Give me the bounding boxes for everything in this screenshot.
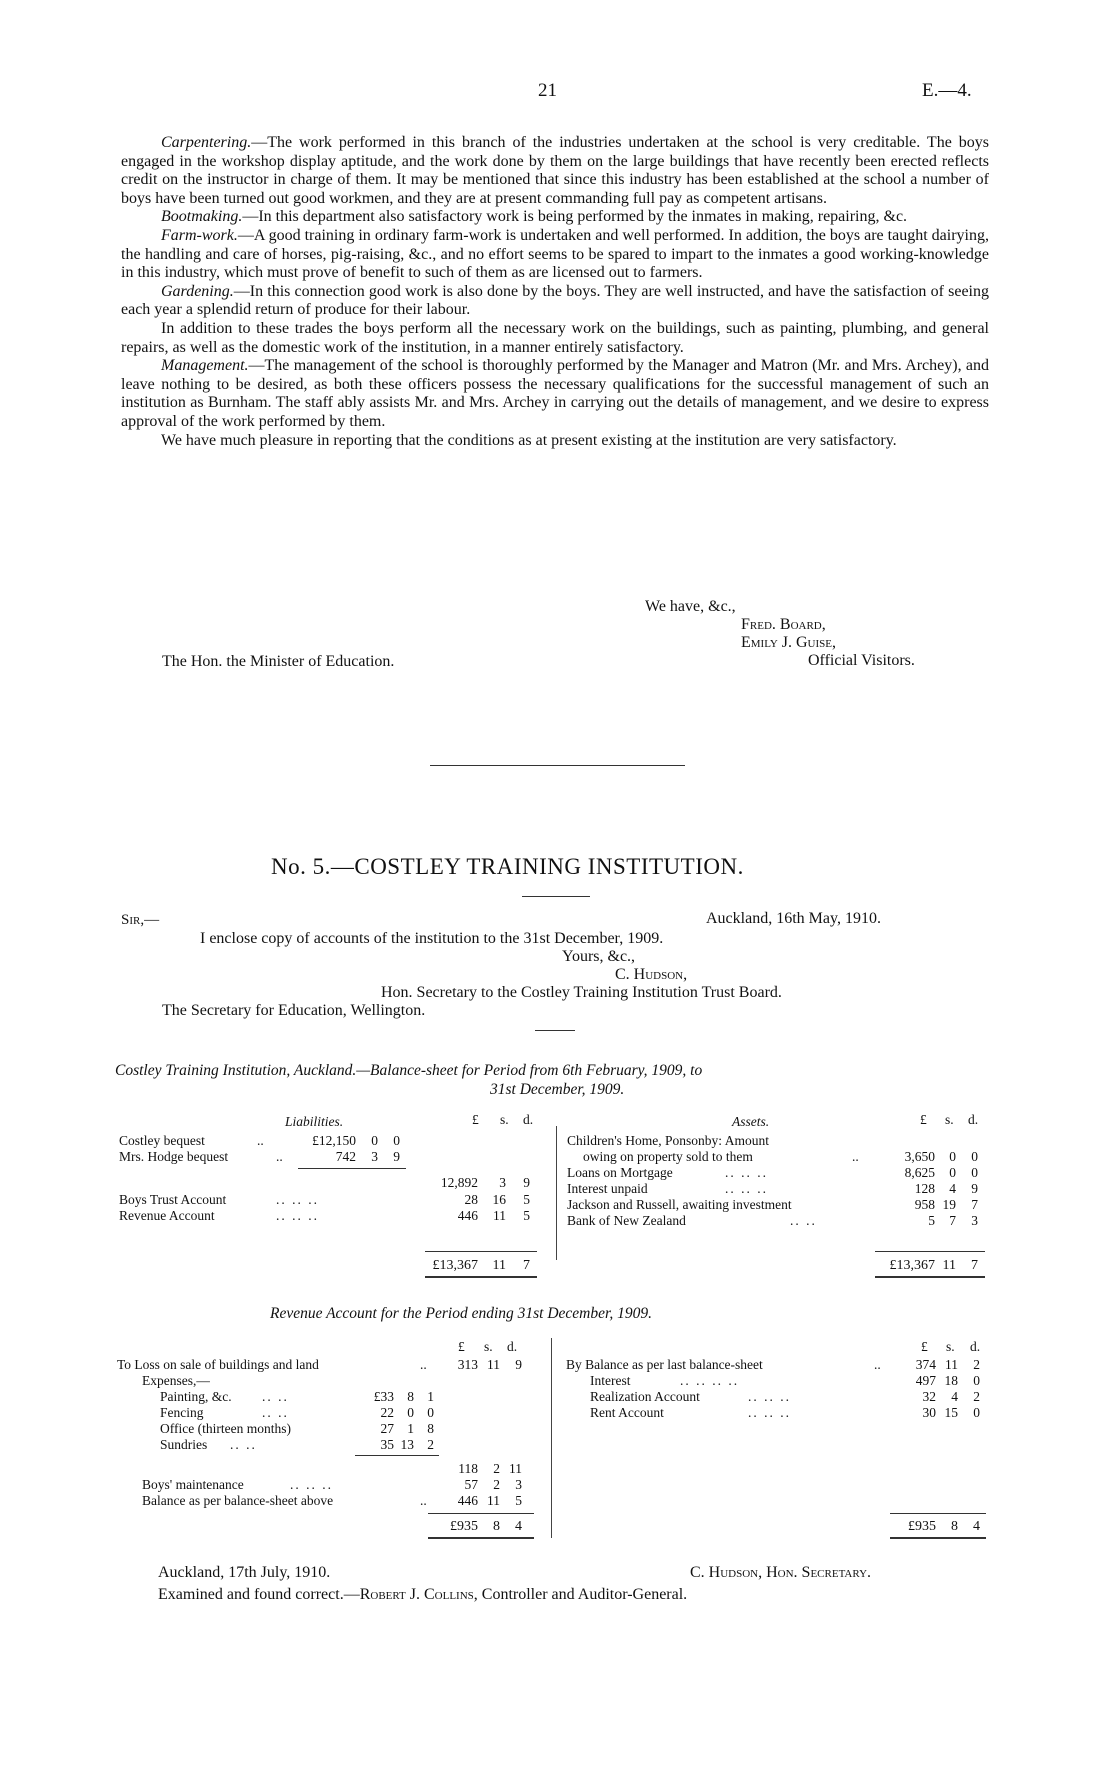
rev-expense-shillings: 8 [407, 1389, 414, 1404]
asset-pence: 7 [971, 1197, 978, 1212]
management-paragraph [121, 357, 989, 431]
liab-total-rule [425, 1251, 537, 1252]
liab-amount-pounds: 446 [457, 1208, 478, 1223]
rev-maintenance-label: Boys' maintenance [142, 1477, 244, 1492]
liab-subtotal-rule [298, 1168, 406, 1169]
rev-maintenance-dots: .. .. .. [290, 1477, 333, 1492]
rev-expense-shillings: 13 [400, 1437, 414, 1452]
examined-text: Examined and found correct.— [158, 1586, 360, 1603]
rev-credit-shillings: 15 [944, 1405, 958, 1420]
footer-place-date: Auckland, 17th July, 1910. [158, 1564, 331, 1581]
rev-expense-pounds: 22 [380, 1405, 394, 1420]
rev-maintenance-pence: 3 [515, 1477, 522, 1492]
rev-right-total-pounds: £935 [908, 1519, 936, 1534]
rev-left-shilling-header: s. [484, 1339, 493, 1354]
rev-left-total-rule [428, 1513, 534, 1514]
asset-dots: .. .. .. [725, 1165, 768, 1180]
visitors-report [121, 134, 989, 450]
asset-pounds: 8,625 [904, 1165, 935, 1180]
rev-credit-pence: 2 [973, 1357, 980, 1372]
letter-closing: Yours, &c., [562, 948, 636, 965]
rev-balance-dots: .. [420, 1493, 427, 1508]
letter-place-date: Auckland, 16th May, 1910. [706, 910, 881, 927]
asset-shillings: 0 [949, 1149, 956, 1164]
rev-balance-pounds: 446 [457, 1493, 478, 1508]
rev-expense-pounds: £33 [373, 1389, 394, 1404]
rev-left-pence-header: d. [507, 1339, 518, 1354]
rev-right-pence-header: d. [970, 1339, 981, 1354]
assets-pound-header: £ [920, 1112, 927, 1127]
closing-we-have: We have, &c., [645, 598, 736, 615]
addressee: The Hon. the Minister of Education. [162, 653, 395, 670]
carpentry-heading: Carpentering. [161, 134, 252, 151]
rev-expenses-total-pounds: 118 [458, 1461, 478, 1476]
management-heading: Management. [161, 357, 249, 375]
liab-dots: .. .. .. [276, 1208, 319, 1223]
rev-expense-label: Office (thirteen months) [160, 1421, 291, 1436]
rev-credit-pence: 0 [973, 1373, 980, 1388]
liab-subtotal-shillings: 3 [499, 1175, 506, 1190]
bootmaking-heading: Bootmaking. [161, 208, 243, 226]
rev-expense-shillings: 1 [407, 1421, 414, 1436]
asset-pence: 3 [971, 1213, 978, 1228]
liab-sub-pounds: 742 [335, 1149, 356, 1164]
rev-balance-shillings: 11 [487, 1493, 500, 1508]
rev-credit-dots: .. [874, 1357, 881, 1372]
liabilities-heading: Liabilities. [285, 1114, 344, 1129]
rev-expenses-rule [355, 1455, 439, 1456]
assets-shilling-header: s. [945, 1112, 954, 1127]
title-underline [522, 896, 590, 897]
rev-left-total-pounds: £935 [450, 1519, 478, 1534]
rev-right-total-rule [890, 1513, 986, 1514]
rev-credit-label: Rent Account [590, 1405, 664, 1420]
asset-dots: .. [852, 1149, 859, 1164]
liab-amount-shillings: 16 [492, 1192, 506, 1207]
liab-label: Mrs. Hodge bequest [119, 1149, 229, 1164]
liab-dots: .. [276, 1149, 283, 1164]
asset-shillings: 0 [949, 1165, 956, 1180]
liab-amount-pence: 5 [523, 1192, 530, 1207]
examiner-title: , Controller and Auditor-General. [473, 1586, 688, 1603]
rev-loss-pence: 9 [515, 1357, 522, 1372]
liab-label: Costley bequest [119, 1133, 205, 1148]
liab-pound-header: £ [472, 1112, 479, 1127]
asset-shillings: 7 [949, 1213, 956, 1228]
signature-emily-guise: Emily J. Guise, [741, 634, 837, 651]
liab-total-pounds: £13,367 [432, 1258, 478, 1273]
asset-label: owing on property sold to them [583, 1149, 753, 1164]
rev-credit-pounds: 374 [915, 1357, 936, 1372]
rev-credit-pence: 2 [973, 1389, 980, 1404]
rev-expenses-total-shillings: 2 [493, 1461, 500, 1476]
liab-amount-pounds: 28 [464, 1192, 478, 1207]
asset-label: Bank of New Zealand [567, 1213, 686, 1228]
asset-label: Loans on Mortgage [567, 1165, 673, 1180]
asset-dots: .. .. [790, 1213, 817, 1228]
section-divider [430, 765, 685, 766]
footer-examined [158, 1586, 687, 1604]
liab-amount-pence: 5 [523, 1208, 530, 1223]
gardening-body: —In this connection good work is also done by the boys. They are well instructed, and have the satisfaction of seeing each year a splendid return of produce for their labour. [121, 282, 989, 319]
rev-loss-pounds: 313 [457, 1357, 478, 1372]
bootmaking-paragraph [121, 208, 989, 227]
rev-balance-pence: 5 [515, 1493, 522, 1508]
carpentry-body: —The work performed in this branch of the industries undertaken at the school is very creditable. The boys engaged in the workshop display aptitude, and the work done by them on the large buildings that have recently been erected reflects credit on the instructor in charge of them. It may be mentioned that since this industry has been established at the school a number of boys have been turned out good workmen, and they are at present commanding full pay as competent artisans. [121, 134, 989, 207]
salutation: Sir,— [121, 912, 160, 928]
asset-pence: 0 [971, 1149, 978, 1164]
asset-pence: 0 [971, 1165, 978, 1180]
rev-expense-label: Painting, &c. [160, 1389, 232, 1404]
rev-credit-label: By Balance as per last balance-sheet [566, 1357, 763, 1372]
letter-signer-title: Hon. Secretary to the Costley Training Institution Trust Board. [381, 984, 782, 1001]
conditions-paragraph: We have much pleasure in reporting that the conditions as at present existing at the institution are very satisfactory. [161, 431, 897, 449]
trades-paragraph: In addition to these trades the boys perform all the necessary work on the buildings, such as painting, plumbing, and general repairs, as well as the domestic work of the institution, in a manner entirely satisfactory. [121, 319, 989, 356]
rev-credit-dots: .. .. .. [748, 1405, 791, 1420]
letter-body: I enclose copy of accounts of the institution to the 31st December, 1909. [200, 930, 664, 947]
rev-expense-dots: .. .. [230, 1437, 257, 1452]
rev-expense-pence: 8 [427, 1421, 434, 1436]
assets-total-double-rule [875, 1276, 985, 1278]
rev-credit-dots: .. .. .. [748, 1389, 791, 1404]
asset-shillings: 4 [949, 1181, 956, 1196]
liab-total-pence: 7 [523, 1258, 530, 1273]
gardening-paragraph [121, 283, 989, 320]
rev-right-total-double-rule [890, 1537, 986, 1539]
asset-pence: 9 [971, 1181, 978, 1196]
liab-shilling-header: s. [500, 1112, 509, 1127]
rev-expense-label: Sundries [160, 1437, 208, 1452]
farmwork-heading: Farm-work. [161, 226, 238, 244]
rev-left-pound-header: £ [458, 1339, 465, 1354]
footer-secretary: C. Hudson, Hon. Secretary. [690, 1564, 872, 1581]
asset-dots: .. .. .. [725, 1181, 768, 1196]
liab-label: Boys Trust Account [119, 1192, 227, 1207]
rev-right-total-pence: 4 [973, 1519, 980, 1534]
liab-dots: .. .. .. [276, 1192, 319, 1207]
liab-subtotal-pence: 9 [523, 1175, 530, 1190]
letter-divider [535, 1030, 575, 1031]
rev-right-pound-header: £ [921, 1339, 928, 1354]
revenue-column-divider [551, 1338, 552, 1538]
rev-credit-shillings: 11 [945, 1357, 958, 1372]
rev-expenses-total-pence: 11 [509, 1461, 522, 1476]
rev-credit-dots: .. .. .. .. [680, 1373, 740, 1388]
rev-credit-shillings: 4 [951, 1389, 958, 1404]
assets-pence-header: d. [968, 1112, 979, 1127]
rev-left-total-pence: 4 [515, 1519, 522, 1534]
liab-pence-header: d. [523, 1112, 534, 1127]
assets-total-shillings: 11 [942, 1258, 956, 1273]
asset-pounds: 958 [914, 1197, 935, 1212]
rev-expense-label: Fencing [160, 1405, 204, 1420]
asset-label: Interest unpaid [567, 1181, 648, 1196]
asset-shillings: 19 [942, 1197, 956, 1212]
balance-title-line1: Costley Training Institution, Auckland.—Balance-sheet for Period from 6th February, 1909, to [115, 1062, 703, 1079]
rev-expense-pence: 0 [427, 1405, 434, 1420]
bootmaking-body: —In this department also satisfactory work is being performed by the inmates in making, repairing, &c. [242, 208, 908, 226]
rev-loss-dots: .. [420, 1357, 427, 1372]
farmwork-paragraph [121, 227, 989, 283]
rev-credit-pence: 0 [973, 1405, 980, 1420]
asset-pounds: 128 [914, 1181, 935, 1196]
rev-maintenance-pounds: 57 [464, 1477, 478, 1492]
rev-credit-pounds: 32 [922, 1389, 936, 1404]
gardening-heading: Gardening. [161, 282, 234, 300]
rev-maintenance-shillings: 2 [493, 1477, 500, 1492]
liab-subtotal-pounds: 12,892 [440, 1175, 478, 1190]
liab-total-shillings: 11 [492, 1258, 506, 1273]
page-number: 21 [538, 80, 557, 101]
rev-balance-label: Balance as per balance-sheet above [142, 1493, 334, 1508]
rev-right-shilling-header: s. [946, 1339, 955, 1354]
rev-loss-shillings: 11 [487, 1357, 500, 1372]
liab-sub-shillings: 3 [371, 1149, 378, 1164]
rev-expense-pounds: 27 [380, 1421, 394, 1436]
rev-expense-dots: .. .. [262, 1389, 289, 1404]
signature-fred-board: Fred. Board, [741, 616, 826, 633]
asset-pounds: 5 [928, 1213, 935, 1228]
rev-credit-label: Interest [590, 1373, 631, 1388]
rev-credit-pounds: 497 [915, 1373, 936, 1388]
assets-total-pence: 7 [971, 1258, 978, 1273]
balance-title-line2: 31st December, 1909. [490, 1081, 625, 1098]
rev-credit-shillings: 18 [944, 1373, 958, 1388]
revenue-title: Revenue Account for the Period ending 31st December, 1909. [270, 1305, 652, 1322]
asset-label: Children's Home, Ponsonby: Amount [567, 1133, 769, 1148]
rev-expense-shillings: 0 [407, 1405, 414, 1420]
balance-column-divider [556, 1126, 557, 1260]
liab-sub-shillings: 0 [371, 1133, 378, 1148]
rev-right-total-shillings: 8 [951, 1519, 958, 1534]
rev-expense-dots: .. .. [262, 1405, 289, 1420]
assets-total-pounds: £13,367 [889, 1258, 935, 1273]
carpentry-paragraph [121, 134, 989, 208]
assets-total-rule [875, 1251, 985, 1252]
rev-expense-pence: 2 [427, 1437, 434, 1452]
letter-recipient: The Secretary for Education, Wellington. [162, 1002, 426, 1019]
asset-label: Jackson and Russell, awaiting investment [567, 1197, 792, 1212]
rev-loss-label: To Loss on sale of buildings and land [117, 1357, 319, 1372]
document-reference: E.—4. [922, 80, 972, 101]
asset-pounds: 3,650 [904, 1149, 935, 1164]
liab-sub-pence: 0 [393, 1133, 400, 1148]
liab-dots: .. [257, 1133, 264, 1148]
liab-total-double-rule [425, 1276, 537, 1278]
rev-expenses-label: Expenses,— [142, 1373, 210, 1388]
liab-sub-pence: 9 [393, 1149, 400, 1164]
liab-label: Revenue Account [119, 1208, 215, 1223]
rev-left-total-shillings: 8 [493, 1519, 500, 1534]
rev-credit-pounds: 30 [922, 1405, 936, 1420]
assets-heading: Assets. [732, 1114, 770, 1129]
liab-sub-pounds: £12,150 [312, 1133, 356, 1148]
management-body: —The management of the school is thoroughly performed by the Manager and Matron (Mr. and Mrs. Archey), and leave nothing to be desired, as both these officers possess the necessary qualifications for the successful management of such an institution as Burnham. The staff ably assists Mr. and Mrs. Archey in carrying out the details of management, and we desire to express approval of the work performed by them. [121, 357, 989, 430]
signature-role: Official Visitors. [808, 652, 915, 669]
rev-expense-pounds: 35 [380, 1437, 394, 1452]
rev-expense-pence: 1 [427, 1389, 434, 1404]
farmwork-body: —A good training in ordinary farm-work is undertaken and well performed. In addition, the boys are taught dairying, the handling and care of horses, pig-raising, &c., and no effort seems to be spared to impart to the inmates a good working-knowledge in this industry, which must prove of benefit to such of them as are licensed out to farmers. [121, 226, 989, 282]
liab-amount-shillings: 11 [493, 1208, 506, 1223]
section-title: No. 5.—COSTLEY TRAINING INSTITUTION. [271, 854, 744, 879]
examiner-name: Robert J. Collins [359, 1586, 474, 1603]
letter-signer: C. Hudson, [615, 966, 688, 983]
rev-credit-label: Realization Account [590, 1389, 700, 1404]
rev-left-total-double-rule [428, 1537, 534, 1539]
